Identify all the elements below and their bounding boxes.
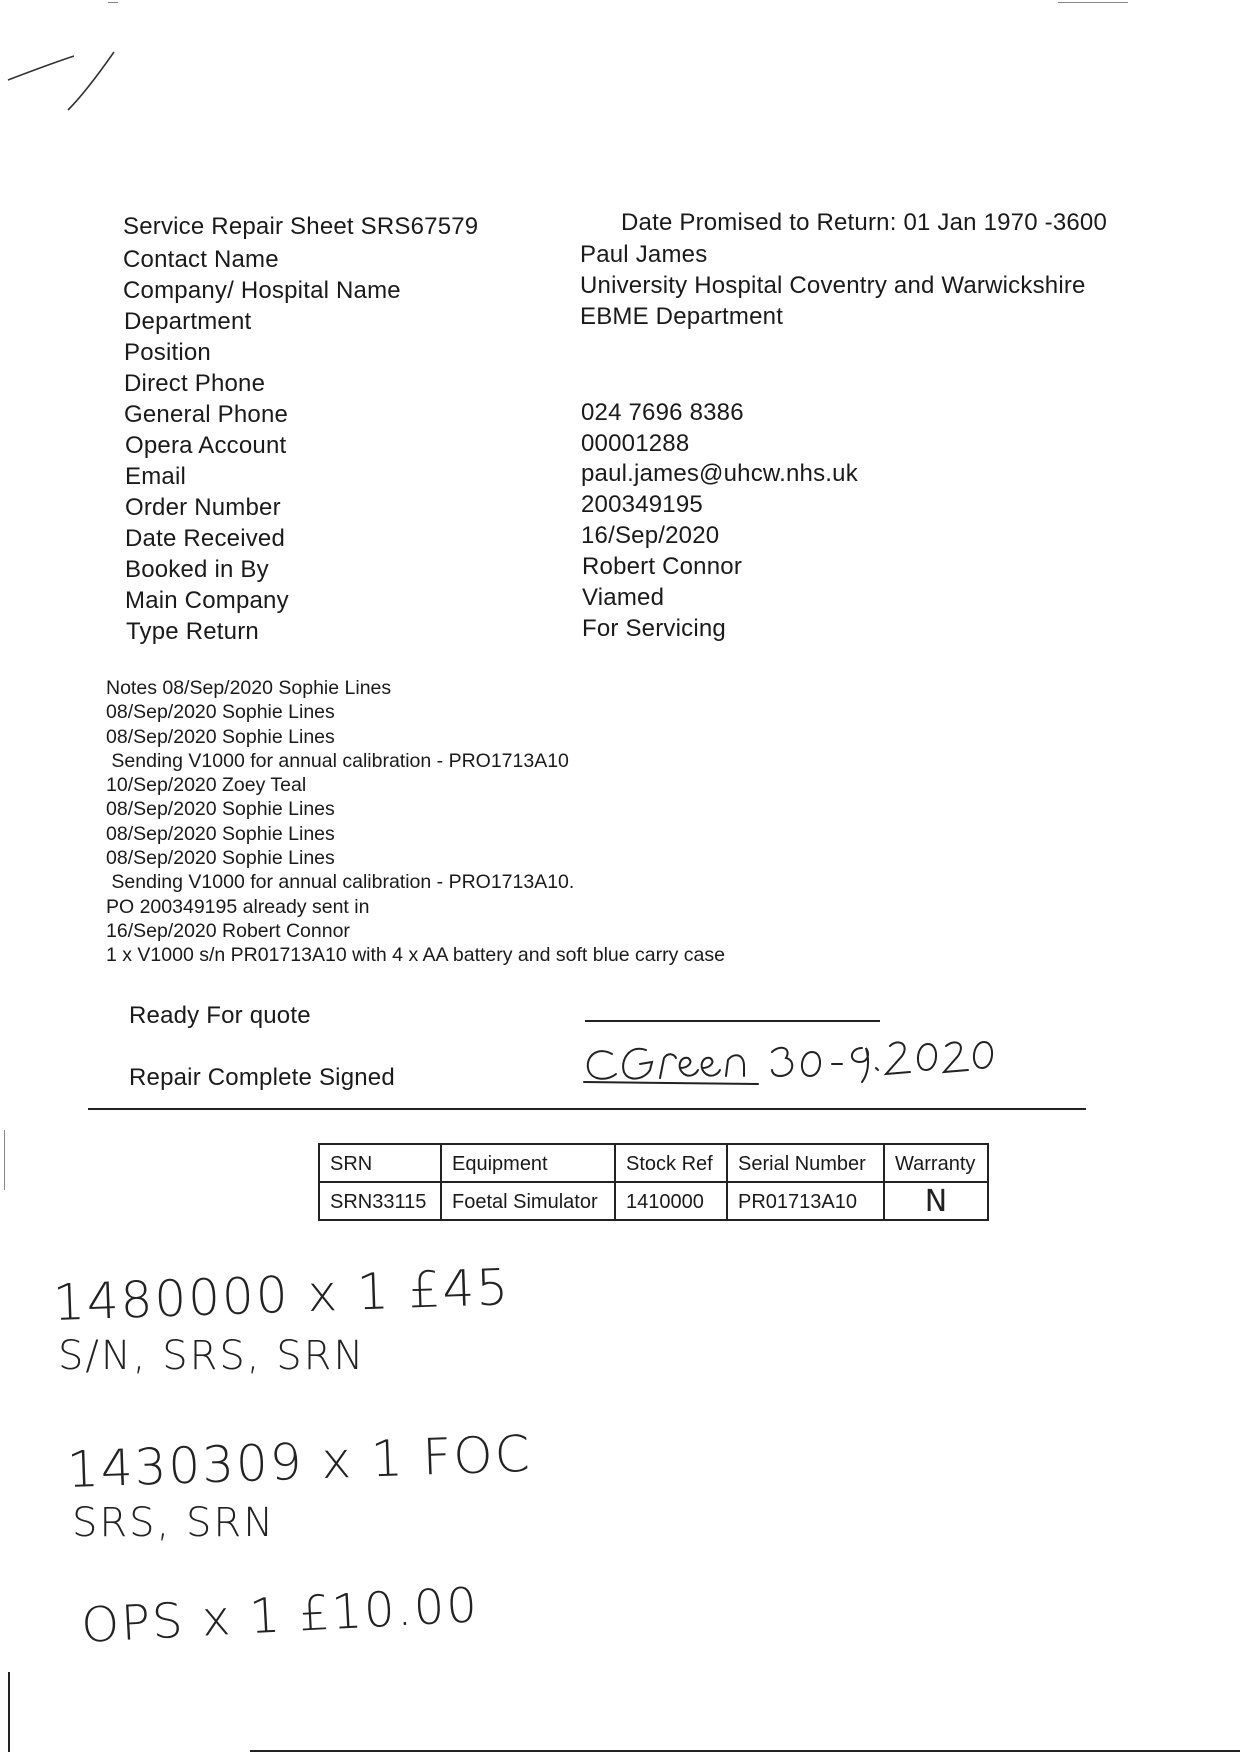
note-line: 16/Sep/2020 Robert Connor <box>106 919 350 942</box>
handwritten-line-1: 1480000 x 1 £45 <box>52 1258 511 1332</box>
note-line: Notes 08/Sep/2020 Sophie Lines <box>106 677 392 699</box>
field-label: Date Received <box>125 525 286 552</box>
email-value: paul.james@uhcw.nhs.uk <box>581 460 858 487</box>
booked-in-by-value: Robert Connor <box>582 553 743 580</box>
sheet-title: Service Repair Sheet SRS67579 <box>123 213 479 240</box>
field-label: General Phone <box>124 401 289 428</box>
cell-srn: SRN33115 <box>319 1182 441 1220</box>
field-label: Main Company <box>125 587 289 614</box>
header-srn: SRN <box>319 1144 441 1182</box>
cell-stock-ref: 1410000 <box>615 1182 727 1220</box>
ready-for-quote-label: Ready For quote <box>129 1002 311 1029</box>
date-received-value: 16/Sep/2020 <box>581 522 720 549</box>
note-line: PO 200349195 already sent in <box>106 895 370 918</box>
field-label: Order Number <box>125 494 281 521</box>
scan-bottom-edge <box>250 1750 1240 1752</box>
note-line: 08/Sep/2020 Sophie Lines <box>106 701 335 724</box>
field-label: Type Return <box>126 618 259 645</box>
field-label: Direct Phone <box>124 370 266 397</box>
department-value: EBME Department <box>580 303 784 330</box>
hospital-name-value: University Hospital Coventry and Warwickshire <box>580 272 1086 299</box>
header-warranty: Warranty <box>884 1144 988 1182</box>
note-line: 08/Sep/2020 Sophie Lines <box>106 798 335 821</box>
section-divider <box>88 1108 1086 1110</box>
handwritten-line-3: 1430309 x 1 FOC <box>66 1424 533 1499</box>
pen-mark-icon <box>4 44 124 116</box>
handwritten-line-2: S/N, SRS, SRN <box>58 1333 366 1379</box>
header-stock-ref: Stock Ref <box>615 1144 727 1182</box>
order-number-value: 200349195 <box>581 491 703 518</box>
field-label: Position <box>124 339 211 366</box>
scan-speck <box>1058 2 1128 3</box>
note-line: 1 x V1000 s/n PR01713A10 with 4 x AA battery and soft blue carry case <box>106 944 725 967</box>
field-label: Email <box>125 463 187 490</box>
note-line: 10/Sep/2020 Zoey Teal <box>106 774 307 797</box>
note-line: 08/Sep/2020 Sophie Lines <box>106 822 335 845</box>
scan-speck <box>4 1130 5 1190</box>
contact-name-value: Paul James <box>580 241 708 268</box>
ready-for-quote-line <box>585 1020 880 1022</box>
equipment-table <box>318 1143 989 1221</box>
handwritten-line-4: SRS, SRN <box>72 1500 276 1546</box>
field-label: Opera Account <box>125 432 287 459</box>
scan-speck <box>108 2 118 3</box>
note-line: Sending V1000 for annual calibration - PRO1713A10. <box>106 871 575 894</box>
table-row <box>319 1182 988 1220</box>
repair-complete-label: Repair Complete Signed <box>129 1064 395 1091</box>
handwritten-line-5: OPS x 1 £10.00 <box>80 1577 481 1654</box>
note-line: Sending V1000 for annual calibration - PRO1713A10 <box>106 749 569 772</box>
field-label: Company/ Hospital Name <box>123 277 401 304</box>
header-equipment: Equipment <box>441 1144 615 1182</box>
note-line: 08/Sep/2020 Sophie Lines <box>106 725 335 748</box>
cell-serial-number: PR01713A10 <box>727 1182 884 1220</box>
field-label: Booked in By <box>125 556 269 583</box>
scan-edge-mark <box>8 1672 10 1752</box>
table-header-row <box>319 1144 988 1182</box>
cell-warranty: N <box>884 1182 988 1220</box>
header-serial-number: Serial Number <box>727 1144 884 1182</box>
field-label: Contact Name <box>123 246 279 273</box>
field-label: Department <box>124 308 252 335</box>
cell-equipment: Foetal Simulator <box>441 1182 615 1220</box>
type-return-value: For Servicing <box>582 615 726 642</box>
notes-block <box>106 676 725 968</box>
date-promised: Date Promised to Return: 01 Jan 1970 -3600 <box>621 209 1108 236</box>
note-line: 08/Sep/2020 Sophie Lines <box>106 847 335 870</box>
general-phone-value: 024 7696 8386 <box>581 399 744 426</box>
main-company-value: Viamed <box>582 584 665 611</box>
opera-account-value: 00001288 <box>581 430 690 457</box>
signature-handwritten <box>580 1032 1010 1092</box>
